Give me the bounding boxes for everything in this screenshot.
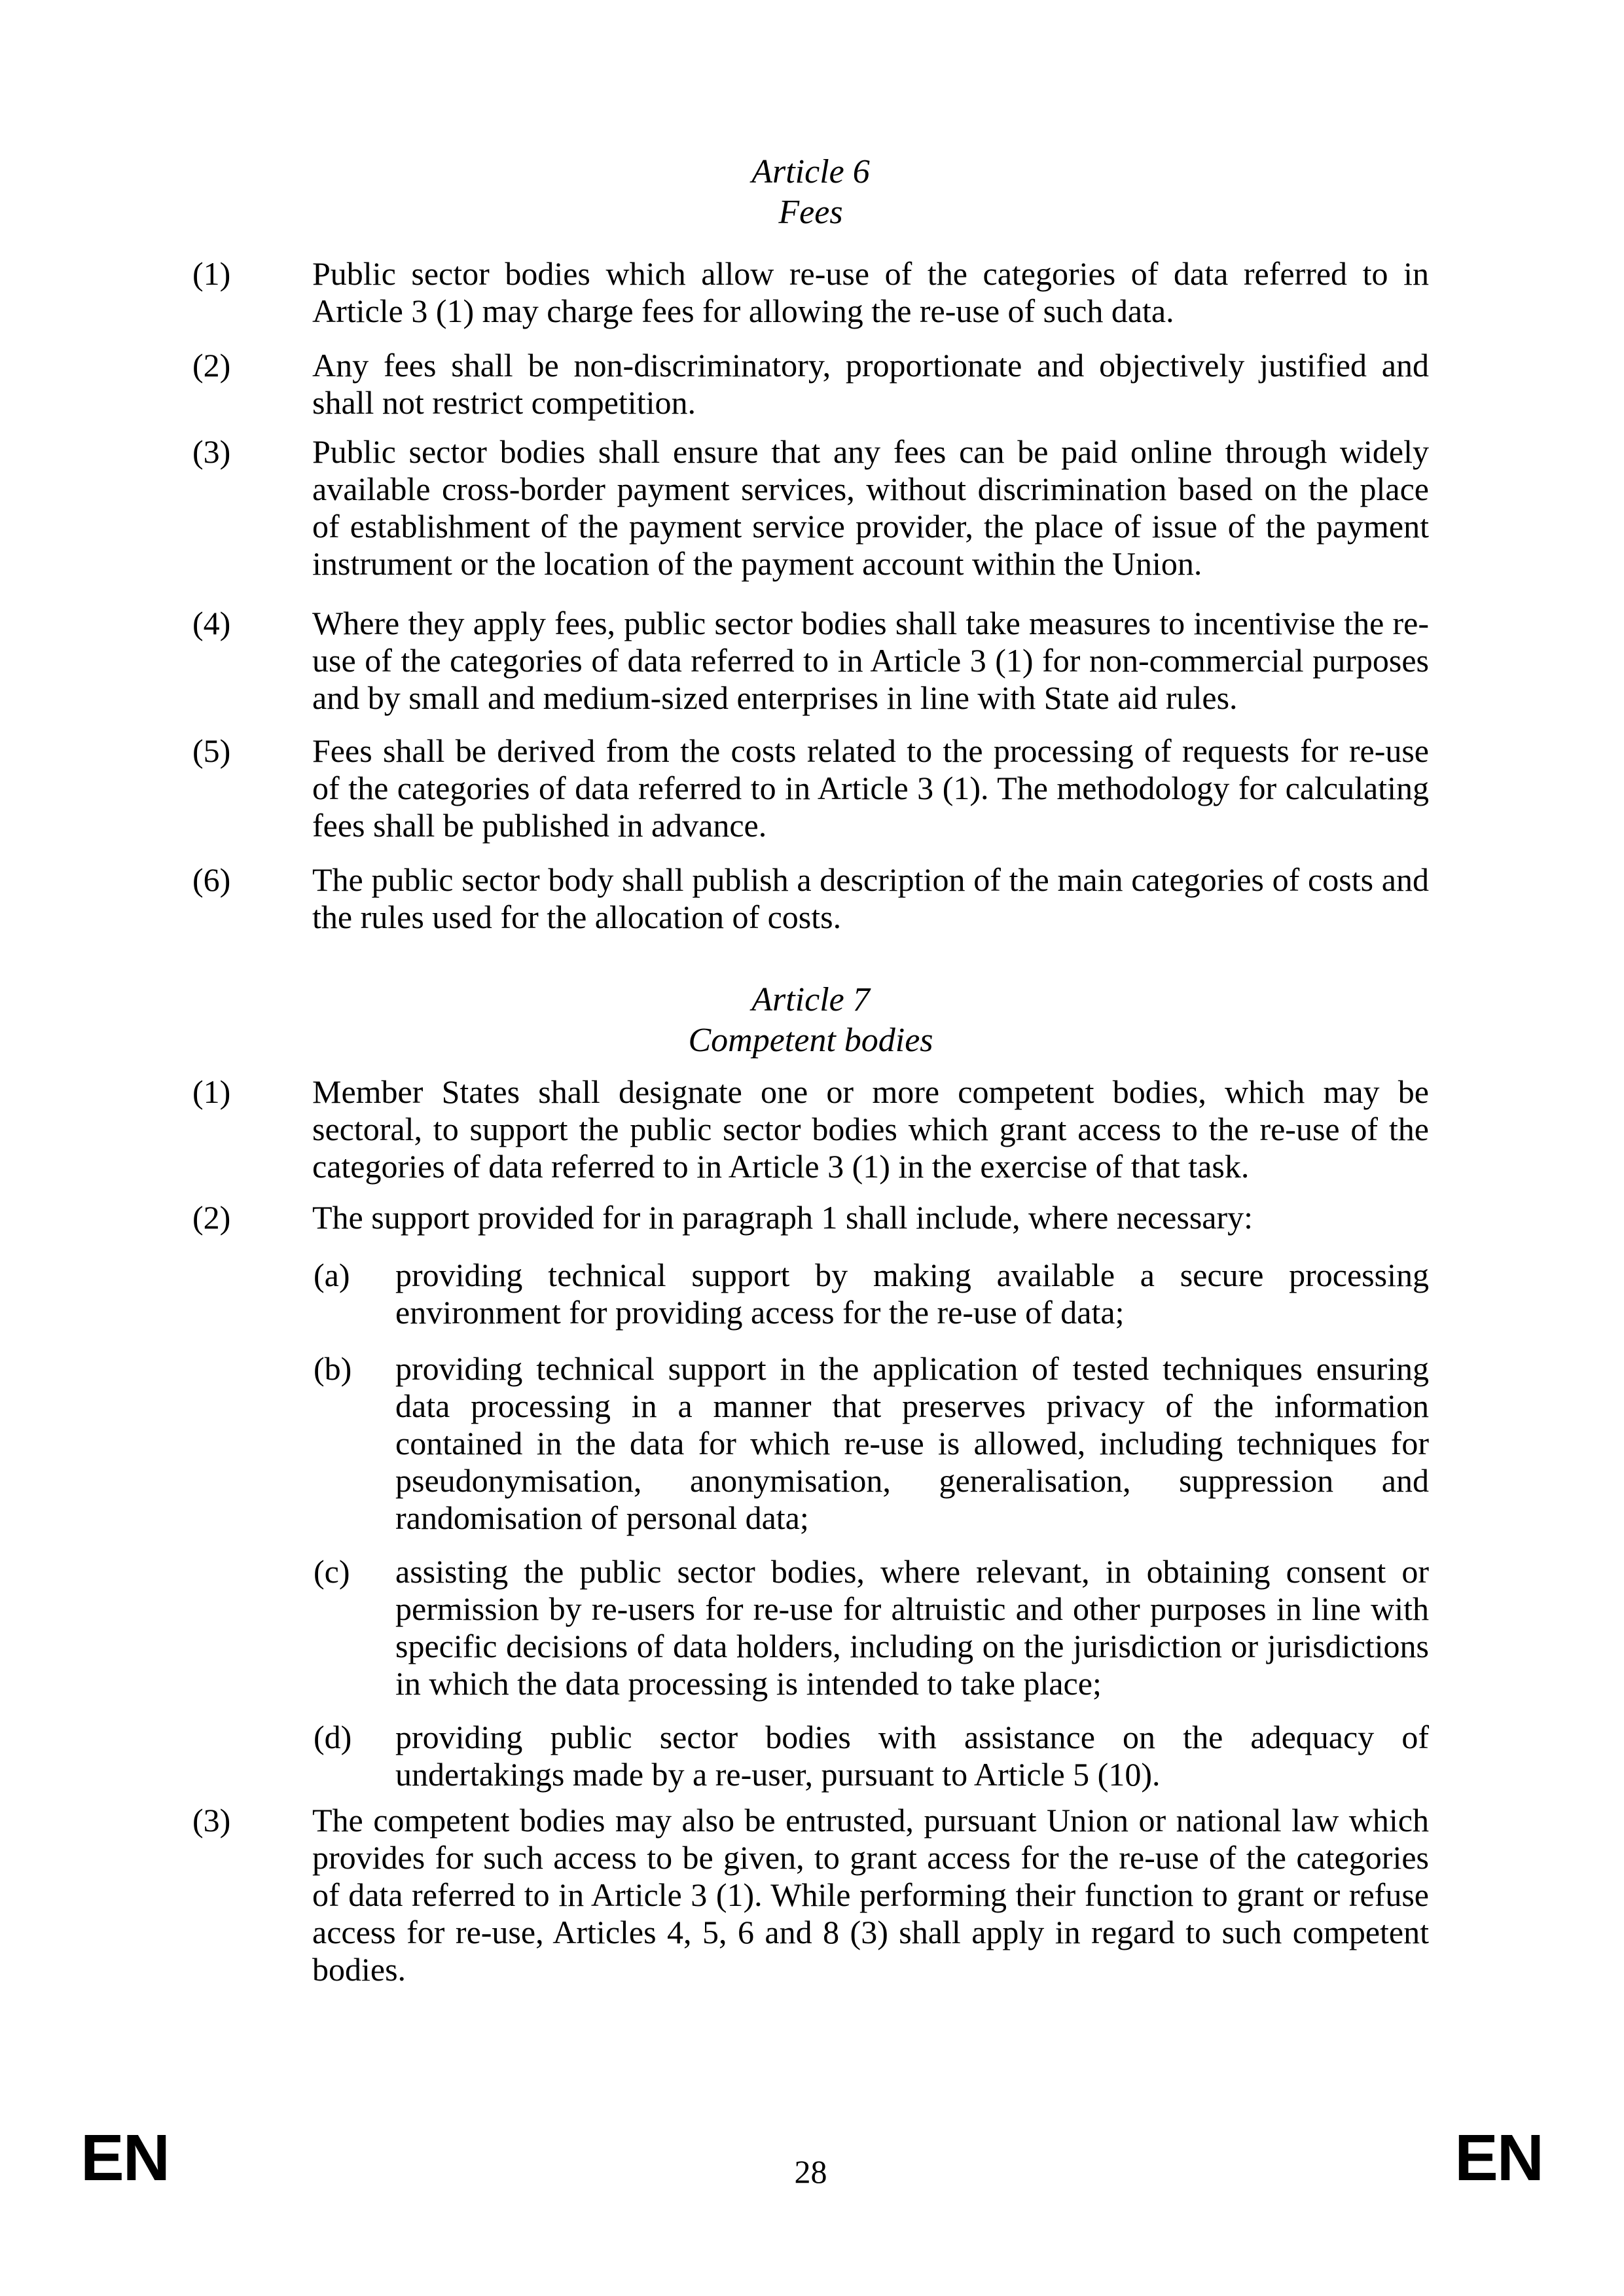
paragraph-text: Fees shall be derived from the costs related to the processing of requests for re-use of the categories of data referred to in Article 3 (1). The methodology for calculating fees shall be published in advance. [312, 732, 1429, 844]
paragraph-number: (3) [192, 433, 231, 470]
paragraph-number: (2) [192, 347, 231, 384]
lettered-subitem [314, 1719, 1429, 1793]
subitem-letter: (a) [314, 1257, 350, 1293]
subitem-text: providing public sector bodies with assistance on the adequacy of undertakings made by a re-user, pursuant to Article 5 (10). [395, 1719, 1429, 1793]
paragraph-text: Where they apply fees, public sector bodies shall take measures to incentivise the re-use of the categories of data referred to in Article 3 (1) for non-commercial purposes and by small and medium-sized enterprises in line with State aid rules. [312, 605, 1429, 716]
numbered-paragraph [192, 433, 1429, 583]
paragraph-number: (2) [192, 1199, 231, 1236]
subitem-letter: (d) [314, 1719, 352, 1755]
article-6-subheading: Fees [778, 194, 843, 231]
numbered-paragraph [192, 347, 1429, 422]
lettered-subitem [314, 1553, 1429, 1702]
paragraph-text: Member States shall designate one or more competent bodies, which may be sectoral, to support the public sector bodies which grant access to the re-use of the categories of data referred to in Article 3 (1) in the exercise of that task. [312, 1073, 1429, 1185]
paragraph-number: (1) [192, 255, 231, 292]
paragraph-text: The public sector body shall publish a description of the main categories of costs and the rules used for the allocation of costs. [312, 861, 1429, 935]
numbered-paragraph [192, 605, 1429, 717]
subitem-letter: (c) [314, 1553, 350, 1590]
paragraph-text: Any fees shall be non-discriminatory, proportionate and objectively justified and shall not restrict competition. [312, 347, 1429, 421]
paragraph-text: The competent bodies may also be entrusted, pursuant Union or national law which provides for such access to be given, to grant access for the re-use of the categories of data referred to in Article 3 (1). While performing their function to grant or refuse access for re-use, Articles 4, 5, 6 and 8 (3) shall apply in regard to such competent bodies. [312, 1802, 1429, 1988]
footer-page-number: 28 [794, 2153, 827, 2190]
paragraph-text: Public sector bodies shall ensure that any fees can be paid online through widely available cross-border payment services, without discrimination based on the place of establishment of the payment service provider, the place of issue of the payment instrument or the location of the payment account within the Union. [312, 433, 1429, 582]
numbered-paragraph [192, 1073, 1429, 1185]
paragraph-text: Public sector bodies which allow re-use of the categories of data referred to in Article 3 (1) may charge fees for allowing the re-use of such data. [312, 255, 1429, 329]
numbered-paragraph [192, 861, 1429, 936]
article-7-subheading: Competent bodies [688, 1022, 933, 1059]
subitem-text: assisting the public sector bodies, where relevant, in obtaining consent or permission by re-users for re-use for altruistic and other purposes in line with specific decisions of data holders, including on the jurisdiction or jurisdictions in which the data processing is intended to take place; [395, 1553, 1429, 1702]
paragraph-number: (5) [192, 732, 231, 769]
article-7-heading: Article 7 [751, 981, 870, 1018]
footer-language-right: EN [1454, 2121, 1543, 2195]
numbered-paragraph [192, 255, 1429, 330]
paragraph-number: (1) [192, 1073, 231, 1110]
paragraph-number: (4) [192, 605, 231, 641]
subitem-letter: (b) [314, 1350, 352, 1387]
paragraph-number: (6) [192, 861, 231, 898]
footer-language-left: EN [81, 2121, 169, 2195]
paragraph-number: (3) [192, 1802, 231, 1839]
subitem-text: providing technical support by making available a secure processing environment for providing access for the re-use of data; [395, 1257, 1429, 1331]
paragraph-text: The support provided for in paragraph 1 shall include, where necessary: [312, 1199, 1254, 1236]
numbered-paragraph [192, 1802, 1429, 1988]
article-6-heading: Article 6 [751, 153, 870, 190]
lettered-subitem [314, 1257, 1429, 1331]
numbered-paragraph [192, 732, 1429, 844]
subitem-text: providing technical support in the application of tested techniques ensuring data processing in a manner that preserves privacy of the information contained in the data for which re-use is allowed, including techniques for pseudonymisation, anonymisation, generalisation, suppression and randomisation of personal data; [395, 1350, 1429, 1536]
lettered-subitem [314, 1350, 1429, 1537]
numbered-paragraph [192, 1199, 1429, 1236]
